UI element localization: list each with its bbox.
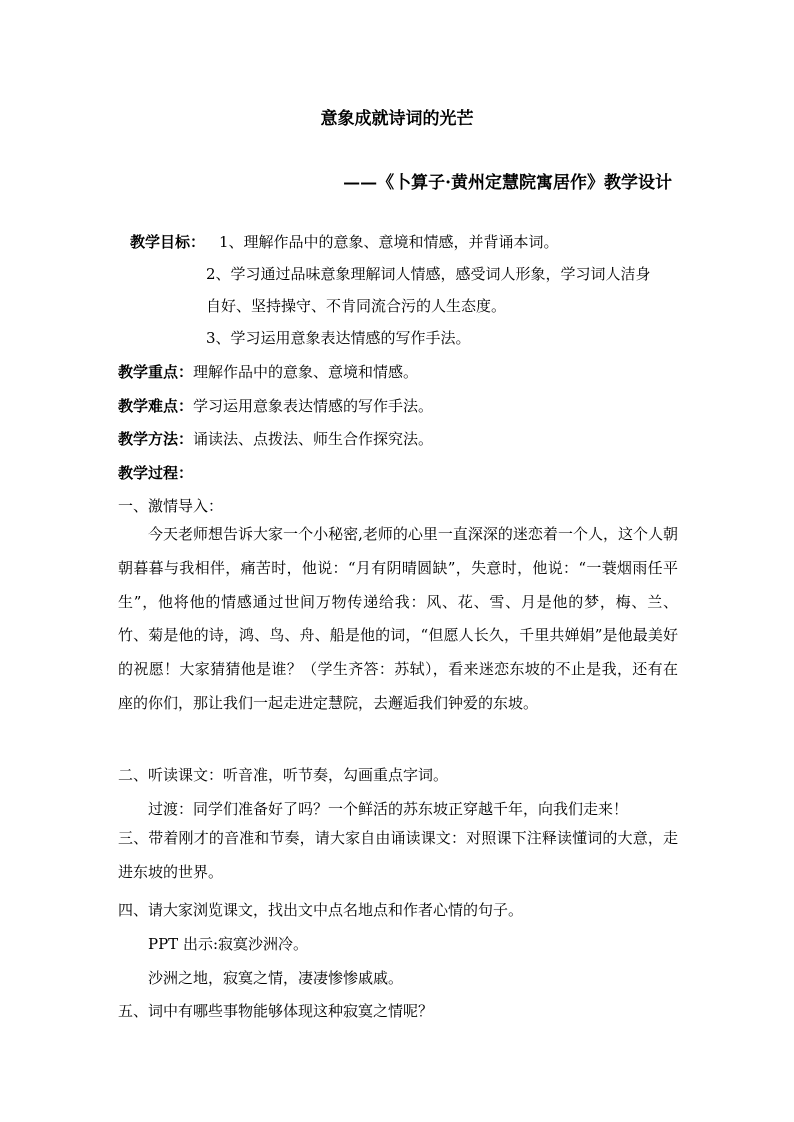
method-row xyxy=(118,429,433,449)
objective-item-2-line-2: 自好、坚持操守、不肯同流合污的人生态度。 xyxy=(206,297,507,315)
difficult-point-text: 学习运用意象表达情感的写作手法。 xyxy=(193,397,434,415)
objective-item-3: 3、学习运用意象表达情感的写作手法。 xyxy=(206,329,471,347)
key-point-text: 理解作品中的意象、意境和情感。 xyxy=(193,363,419,381)
step2-transition: 过渡：同学们准备好了吗？一个鲜活的苏东坡正穿越千年，向我们走来！ xyxy=(148,800,629,818)
objectives-label: 教学目标： xyxy=(130,233,206,251)
key-point-row xyxy=(118,362,418,382)
step4-heading: 四、请大家浏览课文，找出文中点名地点和作者心情的句子。 xyxy=(118,901,524,919)
process-label: 教学过程： xyxy=(118,464,194,482)
objectives-row-1 xyxy=(130,232,559,252)
objective-item-1: 1、理解作品中的意象、意境和情感，并背诵本词。 xyxy=(219,233,559,251)
step4-ppt: PPT 出示:寂寞沙洲冷。 xyxy=(148,935,309,953)
page-title: 意象成就诗词的光芒 xyxy=(320,109,474,129)
step3-text: 三、带着刚才的音准和节奏，请大家自由诵读课文：对照课下注释读懂词的大意，走进东坡的世界。 xyxy=(118,829,678,881)
method-text: 诵读法、点拨法、师生合作探究法。 xyxy=(193,430,434,448)
step5-heading: 五、词中有哪些事物能够体现这种寂寞之情呢？ xyxy=(118,1002,434,1020)
method-label: 教学方法： xyxy=(118,430,194,448)
page-subtitle: ——《卜算子·黄州定慧院寓居作》教学设计 xyxy=(343,173,672,193)
objective-item-2-line-1: 2、学习通过品味意象理解词人情感，感受词人形象，学习词人洁身 xyxy=(206,265,651,283)
step2-heading: 二、听读课文：听音准，听节奏，勾画重点字词。 xyxy=(118,766,449,784)
key-point-label: 教学重点： xyxy=(118,363,194,381)
step1-heading: 一、激情导入： xyxy=(118,497,224,515)
difficult-point-label: 教学难点： xyxy=(118,397,194,415)
step4-note: 沙洲之地，寂寞之情，凄凄惨惨戚戚。 xyxy=(148,969,404,987)
difficult-point-row xyxy=(118,396,433,416)
step1-paragraph: 今天老师想告诉大家一个小秘密,老师的心里一直深深的迷恋着一个人，这个人朝朝暮暮与我相伴，痛苦时，他说：“月有阴晴圆缺”，失意时，他说：“一蓑烟雨任平生”，他将他的情感通过世间万物传递给我：风、花、雪、月是他的梦，梅、兰、竹、菊是他的诗，鸿、鸟、舟、船是他的词，“但愿人长久，千里共婵娟”是他最美好的祝愿！大家猜猜他是谁？（学生齐答：苏轼），看来迷恋东坡的不止是我，还有在座的你们，那让我们一起走进定慧院，去邂逅我们钟爱的东坡。 xyxy=(118,525,678,712)
process-row xyxy=(118,463,193,483)
